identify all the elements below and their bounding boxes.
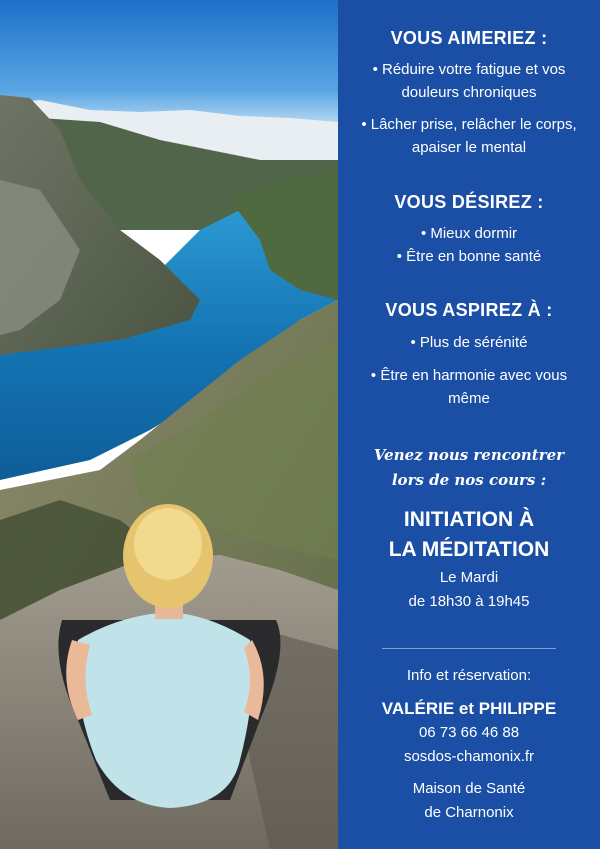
section-title-aspirez: VOUS ASPIREZ À : — [385, 300, 553, 320]
divider — [382, 648, 556, 649]
bullet-sante: • Être en bonne santé — [396, 248, 542, 265]
section-title-aimeriez: VOUS AIMERIEZ : — [390, 28, 548, 48]
place-line-1: Maison de Santé — [412, 780, 526, 797]
bullet-fatigue: • Réduire votre fatigue et vos douleurs chroniques — [372, 61, 566, 101]
contact-label: Info et réservation: — [406, 667, 532, 684]
bullet-harmonie: • Être en harmonie avec vous même — [370, 367, 568, 407]
invite-line-1: Venez nous rencontrer — [373, 446, 565, 464]
course-time: de 18h30 à 19h45 — [408, 593, 530, 610]
bullet-serenite: • Plus de sérénité — [410, 334, 528, 351]
course-title-line-1: INITIATION À — [403, 508, 535, 531]
bullet-dormir: • Mieux dormir — [420, 225, 518, 242]
contact-names: VALÉRIE et PHILIPPE — [381, 699, 557, 718]
bullet-lacher-prise: • Lâcher prise, relâcher le corps, apaiser le mental — [361, 116, 577, 156]
course-title-line-2: LA MÉDITATION — [388, 538, 550, 561]
place-line-2: de Charnonix — [424, 804, 514, 821]
contact-phone[interactable]: 06 73 66 46 88 — [418, 724, 520, 741]
info-panel — [338, 0, 600, 849]
section-title-desirez: VOUS DÉSIREZ : — [394, 192, 544, 212]
course-day: Le Mardi — [439, 569, 499, 586]
contact-website-link[interactable]: sosdos-chamonix.fr — [403, 748, 535, 765]
invite-line-2: lors de nos cours : — [391, 471, 547, 489]
